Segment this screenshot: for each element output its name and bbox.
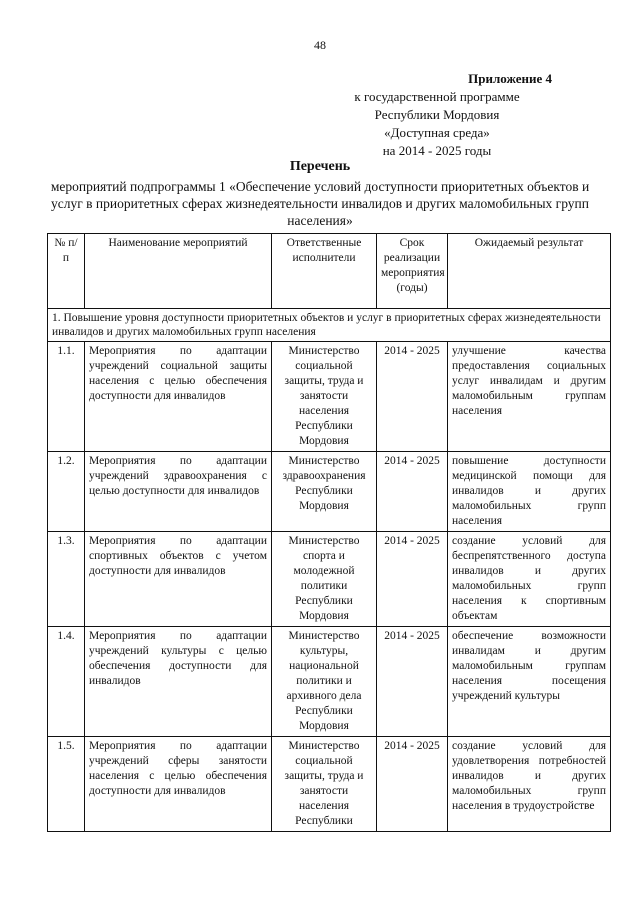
document-heading: Перечень bbox=[289, 159, 351, 174]
appendix-line-1: к государственной программе bbox=[354, 89, 520, 104]
row-num: 1.2. bbox=[48, 452, 85, 532]
appendix-title: Приложение 4 bbox=[468, 71, 552, 86]
row-term: 2014 - 2025 bbox=[377, 342, 448, 452]
row-num: 1.1. bbox=[48, 342, 85, 452]
row-name: Мероприятия по адаптации спортивных объектов с учетом доступности для инвалидов bbox=[85, 532, 272, 627]
row-executors: Министерство спорта и молодежной политики Республики Мордовия bbox=[272, 532, 377, 627]
row-result: обеспечение возможности инвалидам и другим маломобильным группам населения посещения учреждений культуры bbox=[448, 627, 611, 737]
row-result: улучшение качества предоставления социальных услуг инвалидам и другим маломобильным группам населения bbox=[448, 342, 611, 452]
document-subheading: мероприятий подпрограммы 1 «Обеспечение условий доступности приоритетных объектов и услуг в приоритетных сферах жизнедеятельности инвалидов и других маломобильных групп населения» bbox=[50, 179, 590, 228]
table-row bbox=[48, 532, 611, 627]
page-number: 48 bbox=[314, 38, 326, 52]
table-row bbox=[48, 627, 611, 737]
row-num: 1.3. bbox=[48, 532, 85, 627]
measures-table bbox=[47, 233, 611, 832]
table-header-row bbox=[48, 234, 611, 309]
row-name: Мероприятия по адаптации учреждений сферы занятости населения с целью обеспечения доступности для инвалидов bbox=[85, 737, 272, 832]
section-row bbox=[48, 309, 611, 342]
section-title: 1. Повышение уровня доступности приоритетных объектов и услуг в приоритетных сферах жизнедеятельности инвалидов и других маломобильных групп населения bbox=[48, 309, 611, 342]
row-term: 2014 - 2025 bbox=[377, 532, 448, 627]
row-result: создание условий для удовлетворения потребностей инвалидов и других маломобильных групп населения в трудоустройстве bbox=[448, 737, 611, 832]
header-num: № п/п bbox=[48, 234, 85, 309]
row-executors: Министерство социальной защиты, труда и занятости населения Республики bbox=[272, 737, 377, 832]
row-result: создание условий для беспрепятственного доступа инвалидов и других маломобильных групп населения к спортивным объектам bbox=[448, 532, 611, 627]
row-name: Мероприятия по адаптации учреждений здравоохранения с целью доступности для инвалидов bbox=[85, 452, 272, 532]
row-num: 1.4. bbox=[48, 627, 85, 737]
header-executors: Ответственные исполнители bbox=[272, 234, 377, 309]
row-term: 2014 - 2025 bbox=[377, 452, 448, 532]
appendix-block bbox=[300, 70, 574, 160]
row-name: Мероприятия по адаптации учреждений культуры с целью обеспечения доступности для инвалидов bbox=[85, 627, 272, 737]
header-name: Наименование мероприятий bbox=[85, 234, 272, 309]
appendix-line-4: на 2014 - 2025 годы bbox=[382, 143, 492, 158]
row-executors: Министерство социальной защиты, труда и занятости населения Республики Мордовия bbox=[272, 342, 377, 452]
row-name: Мероприятия по адаптации учреждений социальной защиты населения с целью обеспечения доступности для инвалидов bbox=[85, 342, 272, 452]
row-term: 2014 - 2025 bbox=[377, 627, 448, 737]
header-term: Срок реализации мероприятия (годы) bbox=[377, 234, 448, 309]
appendix-line-2: Республики Мордовия bbox=[374, 107, 500, 122]
header-result: Ожидаемый результат bbox=[448, 234, 611, 309]
row-term: 2014 - 2025 bbox=[377, 737, 448, 832]
row-executors: Министерство культуры, национальной политики и архивного дела Республики Мордовия bbox=[272, 627, 377, 737]
row-result: повышение доступности медицинской помощи для инвалидов и других маломобильных групп населения bbox=[448, 452, 611, 532]
appendix-line-3: «Доступная среда» bbox=[384, 125, 490, 140]
row-num: 1.5. bbox=[48, 737, 85, 832]
table-row bbox=[48, 737, 611, 832]
table-row bbox=[48, 452, 611, 532]
table-row bbox=[48, 342, 611, 452]
row-executors: Министерство здравоохранения Республики Мордовия bbox=[272, 452, 377, 532]
